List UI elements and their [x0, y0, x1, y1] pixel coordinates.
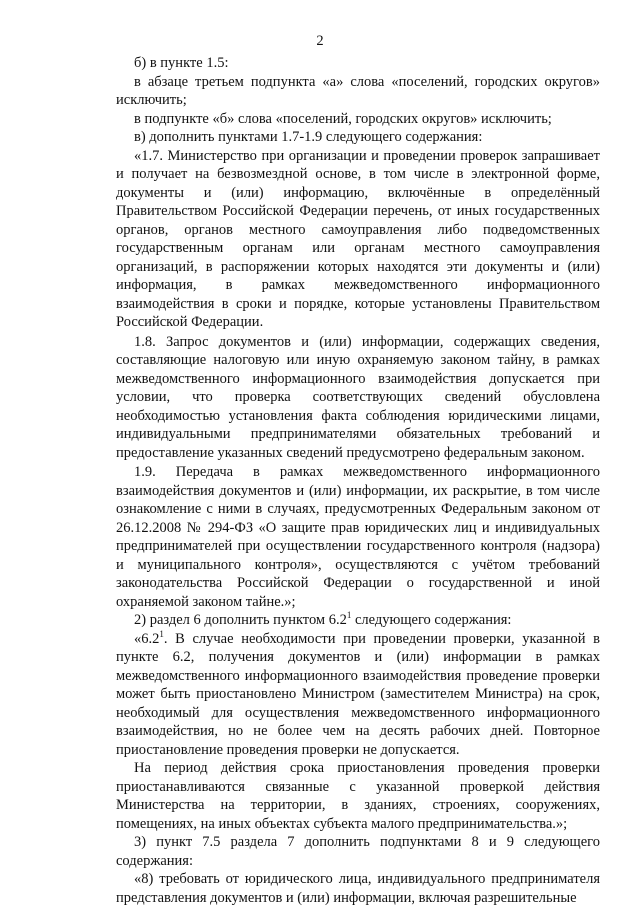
paragraph: 3) пункт 7.5 раздела 7 дополнить подпунктами 8 и 9 следующего содержания:	[116, 834, 600, 869]
paragraph: 1.9. Передача в рамках межведомственного информационного взаимодействия документов и (или) информации, их раскрытие, в том числе ознакомление с ними в случаях, предусмотренных Федеральным законом от 26.12.2008 № 294-ФЗ «О защите прав юридических лиц и индивидуальных предпринимателей при осуществлении государственного контроля (надзора) и муниципального контроля», осуществляются с учётом требований законодательства Российской Федерации о государственной и иной охраняемой законом тайне.»;	[116, 464, 600, 610]
page-number: 2	[316, 33, 324, 49]
paragraph: «1.7. Министерство при организации и проведении проверок запрашивает и получает на безвозмездной основе, в том числе в электронной форме, документы и (или) информацию, включённые в определённый Правительством Российской Федерации перечень, от иных государственных органов, органов местного самоуправления либо подведомственных государственным органам или органам местного самоуправления организаций, в распоряжении которых находятся эти документы и (или) информация, в рамках межведомственного информационного взаимодействия в сроки и порядке, которые установлены Правительством Российской Федерации.	[116, 147, 600, 330]
paragraph: в подпункте «б» слова «поселений, городских округов» исключить;	[134, 110, 552, 127]
paragraph: в абзаце третьем подпункта «а» слова «поселений, городских округов» исключить;	[116, 73, 600, 108]
paragraph: На период действия срока приостановления проведения проверки приостанавливаются связанные с указанной проверкой действия Министерства на территории, в зданиях, строениях, сооружениях, помещениях, на иных объектах субъекта малого предпринимательства.»;	[116, 760, 600, 832]
paragraph: в) дополнить пунктами 1.7-1.9 следующего содержания:	[134, 129, 483, 145]
superscript: 1	[346, 610, 352, 620]
paragraph: 2) раздел 6 дополнить пунктом $6.2^1$ следующего содержания:	[134, 610, 512, 628]
superscript: 1	[159, 628, 164, 639]
paragraph: б) в пункте 1.5:	[134, 55, 229, 71]
document-body	[116, 54, 600, 907]
paragraph: «$6.2^1$. В случае необходимости при проведении проверки, указанной в пункте 6.2, получения документов и (или) информации в рамках межведомственного информационного взаимодействия проведение проверки может быть приостановлено Министром (заместителем Министра) на срок, необходимый для осуществления межведомственного информационного взаимодействия, но не более чем на десять рабочих дней. Повторное приостановление проведения проверки не допускается.	[116, 628, 600, 758]
paragraph: «8) требовать от юридического лица, индивидуального предпринимателя представления документов и (или) информации, включая разрешительные	[116, 871, 600, 906]
paragraph: 1.8. Запрос документов и (или) информации, содержащих сведения, составляющие налоговую или иную охраняемую законом тайну, в рамках межведомственного информационного взаимодействия допускается при условии, что проверка соответствующих сведений обусловлена необходимостью установления факта соблюдения юридическими лицами, индивидуальными предпринимателями обязательных требований и предоставление указанных сведений предусмотрено федеральным законом.	[116, 333, 600, 461]
